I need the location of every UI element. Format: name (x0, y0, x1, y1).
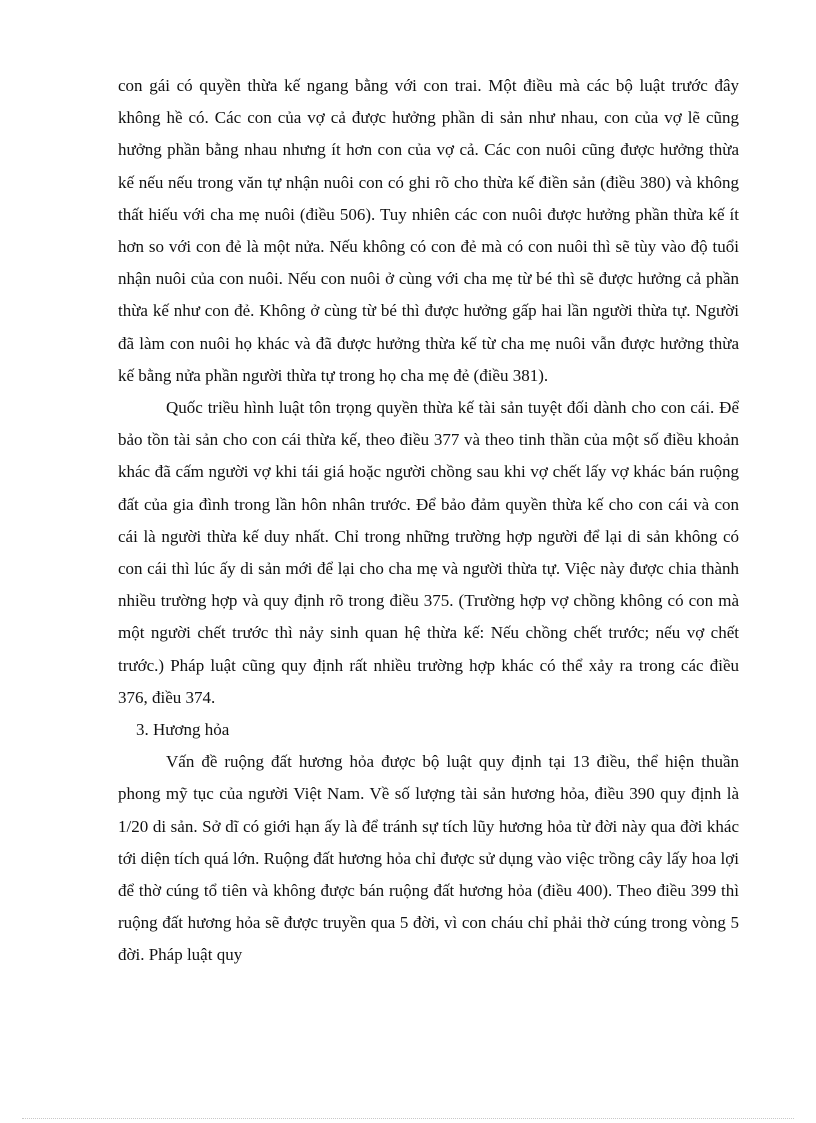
document-body (118, 70, 739, 972)
section-heading-huong-hoa: 3. Hương hỏa (136, 720, 230, 740)
paragraph-huong-hoa: Vấn đề ruộng đất hương hỏa được bộ luật quy định tại 13 điều, thể hiện thuần phong mỹ tục của người Việt Nam. Về số lượng tài sản hương hỏa, điều 390 quy định là 1/20 di sản. Sở dĩ có giới hạn ấy là để tránh sự tích lũy hương hỏa từ đời này qua đời khác tới diện tích quá lớn. Ruộng đất hương hỏa chỉ được sử dụng vào việc trồng cây lấy hoa lợi để thờ cúng tổ tiên và không được bán ruộng đất hương hỏa (điều 400). Theo điều 399 thì ruộng đất hương hỏa sẽ được truyền qua 5 đời, vì con cháu chỉ phải thờ cúng trong vòng 5 đời. Pháp luật quy (118, 752, 739, 965)
paragraph-inheritance-rights: Quốc triều hình luật tôn trọng quyền thừa kế tài sản tuyệt đối dành cho con cái. Để bảo tồn tài sản cho con cái thừa kế, theo điều 377 và theo tinh thần của một số điều khoản khác đã cấm người vợ khi tái giá hoặc người chồng sau khi vợ chết lấy vợ khác bán ruộng đất của gia đình trong lần hôn nhân trước. Để bảo đảm quyền thừa kế cho con cái và con cái là người thừa kế duy nhất. Chỉ trong những trường hợp người để lại di sản không có con cái thì lúc ấy di sản mới để lại cho cha mẹ và người thừa tự. Việc này được chia thành nhiều trường hợp và quy định rõ trong điều 375. (Trường hợp vợ chồng không có con mà một người chết trước thì nảy sinh quan hệ thừa kế: Nếu chồng chết trước; nếu vợ chết trước.) Pháp luật cũng quy định rất nhiều trường hợp khác có thể xảy ra trong các điều 376, điều 374. (118, 398, 739, 707)
paragraph-inheritance-children: con gái có quyền thừa kế ngang bằng với con trai. Một điều mà các bộ luật trước đây không hề có. Các con của vợ cả được hưởng phần di sản như nhau, con của vợ lẽ cũng hưởng phần bằng nhau nhưng ít hơn con của vợ cả. Các con nuôi cũng được hưởng thừa kế nếu nếu trong văn tự nhận nuôi con có ghi rõ cho thừa kế điền sản (điều 380) và không thất hiếu với cha mẹ nuôi (điều 506). Tuy nhiên các con nuôi được hưởng phần thừa kế ít hơn so với con đẻ là một nửa. Nếu không có con đẻ mà có con nuôi thì sẽ tùy vào độ tuổi nhận nuôi của con nuôi. Nếu con nuôi ở cùng với cha mẹ từ bé thì sẽ được hưởng cả phần thừa kế như con đẻ. Không ở cùng từ bé thì được hưởng gấp hai lần người thừa tự. Người đã làm con nuôi họ khác và đã được hưởng thừa kế từ cha mẹ nuôi vẫn được hưởng thừa kế bằng nửa phần người thừa tự trong họ cha mẹ đẻ (điều 381). (118, 76, 739, 385)
page-bottom-border (22, 1118, 794, 1119)
